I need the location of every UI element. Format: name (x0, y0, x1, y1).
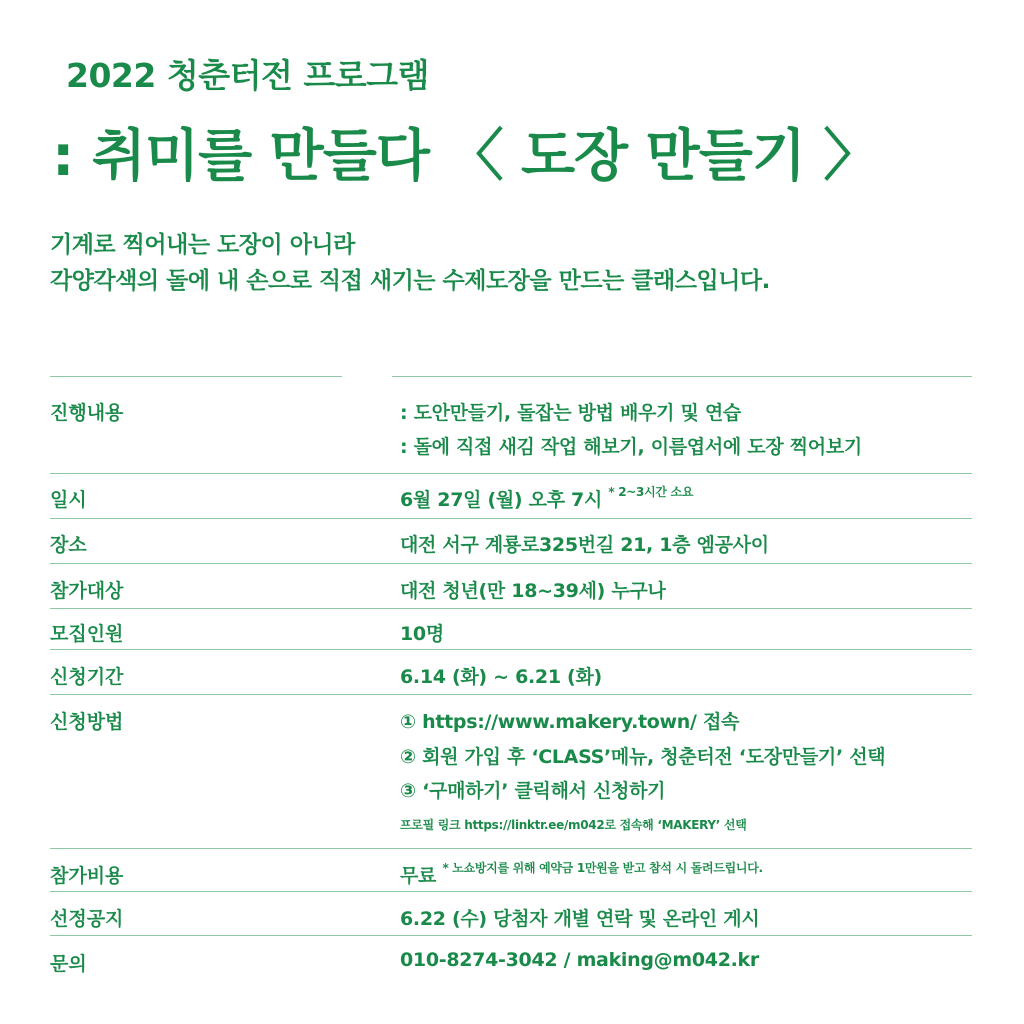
target-label: 참가대상 (50, 580, 124, 602)
fee-value (400, 861, 763, 888)
table-divider-top-right (392, 376, 972, 377)
period-value: 6.14 (화) ~ 6.21 (화) (400, 666, 602, 688)
content-value-1: : 도안만들기, 돌잡는 방법 배우기 및 연습 (400, 402, 741, 424)
fee-note: * 노쇼방지를 위해 예약금 1만원을 받고 참석 시 돌려드립니다. (442, 861, 763, 875)
table-divider (50, 935, 972, 936)
method-step-1: ① https://www.makery.town/ 접속 (400, 711, 740, 733)
table-divider (50, 608, 972, 609)
capacity-label: 모집인원 (50, 623, 124, 645)
table-divider (50, 473, 972, 474)
date-note: * 2~3시간 소요 (608, 485, 694, 499)
contact-label: 문의 (50, 953, 87, 975)
page-subtitle: : 취미를 만들다 〈 도장 만들기 〉 (52, 124, 879, 189)
method-note: 프로필 링크 https://linktr.ee/m042로 접속해 ‘MAKERY’ 선택 (400, 818, 747, 832)
date-text: 6월 27일 (월) 오후 7시 (400, 489, 603, 511)
table-divider (50, 649, 972, 650)
method-step-2: ② 회원 가입 후 ‘CLASS’메뉴, 청춘터전 ‘도장만들기’ 선택 (400, 746, 886, 768)
page-title: 2022 청춘터전 프로그램 (66, 56, 429, 95)
description-line-1: 기계로 찍어내는 도장이 아니라 (50, 232, 355, 258)
place-label: 장소 (50, 534, 87, 556)
table-divider (50, 694, 972, 695)
contact-value: 010-8274-3042 / making@m042.kr (400, 949, 759, 971)
content-value-2: : 돌에 직접 새김 작업 해보기, 이름엽서에 도장 찍어보기 (400, 436, 862, 458)
capacity-value: 10명 (400, 623, 444, 645)
fee-text: 무료 (400, 865, 437, 887)
announce-label: 선정공지 (50, 908, 124, 930)
method-label: 신청방법 (50, 711, 124, 733)
method-step-3: ③ ‘구매하기’ 클릭해서 신청하기 (400, 780, 666, 802)
table-divider-top-left (50, 376, 342, 377)
place-value: 대전 서구 계룡로325번길 21, 1층 엠공사이 (400, 534, 769, 556)
period-label: 신청기간 (50, 666, 124, 688)
description-line-2: 각양각색의 돌에 내 손으로 직접 새기는 수제도장을 만드는 클래스입니다. (50, 268, 770, 294)
table-divider (50, 891, 972, 892)
table-divider (50, 563, 972, 564)
date-label: 일시 (50, 489, 87, 511)
fee-label: 참가비용 (50, 865, 124, 887)
table-divider (50, 848, 972, 849)
target-value: 대전 청년(만 18~39세) 누구나 (400, 580, 666, 602)
content-label: 진행내용 (50, 402, 124, 424)
announce-value: 6.22 (수) 당첨자 개별 연락 및 온라인 게시 (400, 908, 760, 930)
date-value (400, 485, 693, 512)
table-divider (50, 518, 972, 519)
